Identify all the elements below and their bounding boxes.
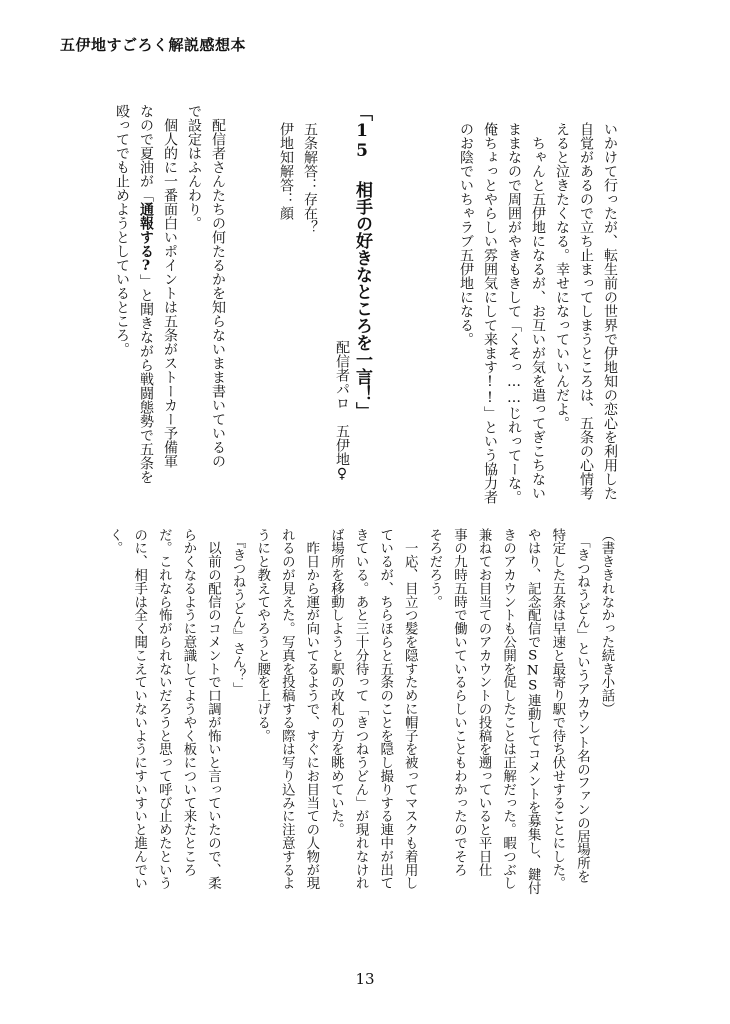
text-line: 特定した五条は早速と最寄り駅で待ち伏せすることにした。	[549, 528, 565, 890]
running-header: 五伊地すごろく解説感想本	[60, 36, 247, 54]
answers	[274, 122, 322, 234]
page-number: 13	[355, 970, 375, 988]
text-line: やはり、記念配信でSNS連動してコメントを募集し、鍵付	[525, 528, 541, 895]
text-line: 配信者さんたちの何たるかを知らないまま書いているの	[210, 104, 226, 468]
text-line: だ。これなら怖がられないだろうと思って呼び止めたという	[156, 528, 172, 890]
short-story-text	[102, 528, 618, 948]
text-line: 昨日から運が向いてるようで、すぐにお目当ての人物が現	[303, 528, 319, 890]
text-line: えると泣きたくなる。幸せになっていいんだよ。	[554, 122, 570, 430]
text-line: うにと教えてやろうと腰を上げる。	[254, 528, 270, 743]
section-byline: 配信者パロ 五伊地♀	[334, 340, 350, 482]
text-line: ているが、ちらほらと五条のことを隠し撮りする連中が出て	[377, 528, 393, 890]
text-line: 殴ってでも止めようとしているところ。	[114, 104, 130, 356]
text-line: （書ききれなかった続き小話）	[599, 528, 614, 716]
text-line: きている。あと三十分待って「きつねうどん」が現れなけれ	[353, 528, 369, 890]
text-line: 自覚があるので立ち止まってしまうところは、五条の心情考	[578, 122, 594, 500]
text-line: なので夏油が「通報する?」と聞きながら戦闘態勢で五条を	[138, 104, 154, 484]
text-line: 以前の配信のコメントで口調が怖いと言っていたので、柔	[205, 528, 221, 890]
commentary-text	[110, 104, 230, 484]
text-line: ば場所を移動しようと駅の改札の方を眺めていた。	[328, 528, 344, 837]
intro-text	[454, 122, 622, 502]
text-line: のに、相手は全く聞こえていないようにすいすいと進んでい	[131, 528, 147, 890]
text-line: 兼ねてお目当てのアカウントの投稿を遡っていると平日仕	[476, 528, 492, 877]
text-line: く。	[107, 528, 123, 555]
text-line: いかけて行ったが、転生前の世界で伊地知の恋心を利用した	[602, 122, 618, 500]
text-line: ちゃんと五伊地になるが、お互いが気を遣ってぎこちない	[530, 122, 546, 500]
text-line: そろだろう。	[426, 528, 442, 609]
text-line: 『きつねうどん』さん？」	[230, 528, 246, 696]
text-line: れるのが見えた。写真を投稿する際は写り込みに注意するよ	[279, 528, 295, 890]
text-line: 個人的に一番面白いポイントは五条がストーカー予備軍	[162, 104, 178, 468]
answer-line: 伊地知解答：顔	[278, 122, 294, 220]
text-line: 事の九時五時で働いているらしいこともわかったのでそろ	[451, 528, 467, 877]
text-line: で設定はふんわり。	[186, 104, 202, 230]
text-line: 一応、目立つ髪を隠すために帽子を被ってマスクも着用し	[402, 528, 418, 890]
section-title: 「15 相手の好きなところを一言！」	[352, 104, 372, 419]
text-line: 俺ちょっとやらしい雰囲気にして来ます!!」という協力者	[482, 122, 498, 504]
text-line: きのアカウントも公開を促したことは正解だった。暇つぶし	[500, 528, 516, 890]
answer-line: 五条解答：存在？	[302, 122, 318, 234]
text-line: のお陰でいちゃラブ五伊地になる。	[458, 122, 474, 346]
text-line: らかくなるように意識してようやく板について来たところ	[180, 528, 196, 877]
text-line: ままなので周囲がやきもきして「くそっ……じれってーな。	[506, 122, 522, 504]
text-line: 「きつねうどん」というアカウント名のファンの居場所を	[574, 528, 590, 884]
emphasis-text: 通報する?	[138, 202, 154, 274]
